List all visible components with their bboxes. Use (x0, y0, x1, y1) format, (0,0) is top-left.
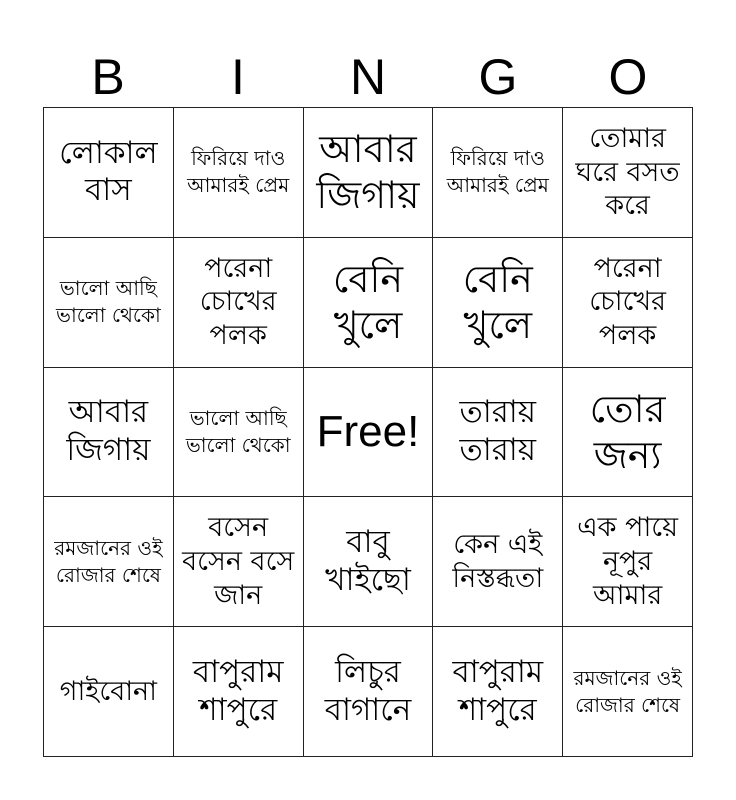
bingo-header (43, 46, 693, 108)
free-space[interactable] (304, 368, 434, 498)
header-letter-b: B (91, 49, 125, 105)
header-letter-o: O (608, 49, 648, 105)
cell-text: তারায় তারায় (459, 394, 537, 468)
free-space-label: Free! (316, 406, 420, 456)
cell-text: রমজানের ওই রোজার শেষে (54, 535, 163, 587)
cell-text: তোর জন্য (589, 386, 666, 477)
cell-text: বেনি খুলে (332, 256, 404, 348)
bingo-cell[interactable] (44, 627, 174, 757)
cell-text: বাবু খাইছো (325, 523, 411, 598)
cell-text: ফিরিয়ে দাও আমারই প্রেম (187, 146, 290, 198)
bingo-cell[interactable] (174, 238, 304, 368)
bingo-cell[interactable] (563, 238, 693, 368)
cell-text: এক পায়ে নূপুর আমার (577, 512, 679, 611)
bingo-cell[interactable] (174, 368, 304, 498)
bingo-cell[interactable] (433, 497, 563, 627)
cell-text: কেন এই নিস্তব্ধতা (452, 529, 544, 594)
cell-text: পরেনা চোখের পলক (589, 252, 666, 352)
cell-text: পরেনা চোখের পলক (199, 252, 277, 352)
cell-text: বসেন বসেন বসে জান (182, 512, 295, 611)
bingo-cell[interactable] (174, 108, 304, 238)
cell-text: গাইবোনা (59, 675, 158, 707)
cell-text: লিচুর বাগানে (324, 653, 412, 728)
cell-text: আবার জিগায় (66, 394, 151, 468)
bingo-cell[interactable] (563, 497, 693, 627)
header-letter-n: N (349, 49, 387, 105)
cell-text: আবার জিগায় (316, 127, 420, 218)
cell-text: লোকাল বাস (59, 134, 158, 209)
bingo-cell[interactable] (44, 108, 174, 238)
cell-text: বেনি খুলে (462, 256, 533, 348)
bingo-cell[interactable] (563, 368, 693, 498)
bingo-card (43, 107, 693, 757)
bingo-cell[interactable] (433, 368, 563, 498)
cell-text: বাপুরাম শাপুরে (452, 653, 544, 728)
bingo-cell[interactable] (304, 627, 434, 757)
cell-text: তোমার ঘরে বসত করে (575, 122, 680, 222)
header-letter-i: I (231, 49, 245, 105)
bingo-cell[interactable] (174, 497, 304, 627)
bingo-cell[interactable] (44, 238, 174, 368)
bingo-cell[interactable] (563, 108, 693, 238)
cell-text: ভালো আছি ভালো থেকো (185, 405, 291, 457)
bingo-cell[interactable] (433, 108, 563, 238)
bingo-cell[interactable] (433, 238, 563, 368)
bingo-cell[interactable] (304, 238, 434, 368)
cell-text: ফিরিয়ে দাও আমারই প্রেম (446, 146, 549, 198)
bingo-cell[interactable] (44, 368, 174, 498)
bingo-cell[interactable] (563, 627, 693, 757)
bingo-cell[interactable] (304, 108, 434, 238)
cell-text: ভালো আছি ভালো থেকো (56, 276, 161, 328)
bingo-cell[interactable] (174, 627, 304, 757)
bingo-cell[interactable] (304, 497, 434, 627)
bingo-cell[interactable] (44, 497, 174, 627)
cell-text: রমজানের ওই রোজার শেষে (573, 665, 682, 717)
cell-text: বাপুরাম শাপুরে (192, 653, 284, 728)
bingo-cell[interactable] (433, 627, 563, 757)
header-letter-g: G (478, 49, 518, 105)
